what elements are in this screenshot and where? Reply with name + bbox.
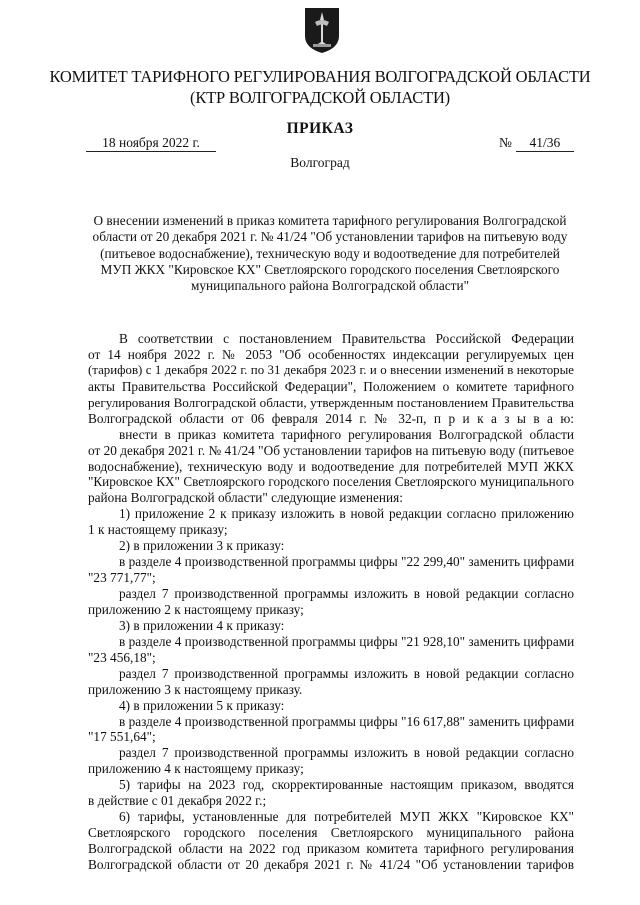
org-abbreviation: (КТР ВОЛГОГРАДСКОЙ ОБЛАСТИ) [190,88,450,107]
city: Волгоград [290,155,350,170]
number-sign: № [499,135,512,150]
order-number: 41/36 [516,135,574,152]
subject-line: О внесении изменений в приказ комитета тарифного регулирования Волгоградской [93,213,567,228]
order-number-block [499,135,574,152]
body-line: от 20 декабря 2021 г. № 41/24 "Об установлении тарифов на питьевую воду (питьевое [88,442,574,458]
body-line: Волгоградской области на 2022 год приказом комитета тарифного регулирования [88,841,574,856]
body-line: в разделе 4 производственной программы цифры "21 928,10" заменить цифрами [119,633,575,649]
body-line: 2) в приложении 3 к приказу: [119,538,285,554]
body-line: 3) в приложении 4 к приказу: [119,617,285,633]
body-line: от 14 ноября 2022 г. № 2053 "Об особенностях индексации регулируемых цен [88,346,574,362]
body-line: (тарифов) с 1 декабря 2022 г. по 31 декабря 2023 г. и о внесении изменений в некоторые [88,362,574,377]
subject-line: (питьевое водоснабжение), техническую воду и водоотведение для потребителей [100,245,560,261]
org-name: КОМИТЕТ ТАРИФНОГО РЕГУЛИРОВАНИЯ ВОЛГОГРАДСКОЙ ОБЛАСТИ [49,67,591,86]
body-line: приложению 3 к настоящему приказу. [88,681,303,697]
body-line: в разделе 4 производственной программы цифры "16 617,88" заменить цифрами [119,713,575,729]
order-date: 18 ноября 2022 г. [86,135,216,152]
body-line: в действие с 01 декабря 2022 г.; [88,793,267,809]
body-line: внести в приказ комитета тарифного регулирования Волгоградской области [119,426,574,442]
body-line: района Волгоградской области" следующие изменения: [88,490,403,506]
order-subject [84,213,576,294]
body-line: 6) тарифы, установленные для потребителей МУП ЖКХ "Кировское КХ" [119,809,574,825]
body-line: в разделе 4 производственной программы цифры "22 299,40" заменить цифрами [119,554,575,570]
body-line: 1) приложение 2 к приказу изложить в новой редакции согласно приложению [119,506,574,522]
coat-of-arms-icon [303,6,341,54]
body-line: 1 к настоящему приказу; [88,522,228,538]
body-line: "Кировское КХ" Светлоярского городского поселения Светлоярского муниципального [88,474,574,490]
body-line: Волгоградской области от 20 декабря 2021 г. № 41/24 "Об установлении тарифов [88,856,574,872]
body-line: приложению 2 к настоящему приказу; [88,601,304,617]
subject-line: области от 20 декабря 2021 г. № 41/24 "Об установлении тарифов на питьевую воду [92,229,568,245]
body-line: 5) тарифы на 2023 год, скорректированные настоящим приказом, вводятся [119,777,574,793]
subject-line: муниципального района Волгоградской области" [190,278,470,294]
body-line: водоснабжение), техническую воду и водоотведение для потребителей МУП ЖКХ [88,458,574,474]
document-type-title: ПРИКАЗ [286,120,354,137]
body-line: В соответствии с постановлением Правительства Российской Федерации [119,331,574,346]
body-line: приложению 4 к настоящему приказу; [88,761,304,777]
body-line: раздел 7 производственной программы изложить в новой редакции согласно [119,665,574,681]
order-body [88,331,574,873]
body-line: "17 551,64"; [88,729,156,745]
body-line: регулирования Волгоградской области, утвержденным постановлением Правительства [88,394,574,410]
body-line: "23 771,77"; [88,570,156,586]
subject-line: МУП ЖКХ "Кировское КХ" Светлоярского городского поселения Светлоярского [100,261,560,277]
body-line: 4) в приложении 5 к приказу: [119,697,285,713]
body-line: "23 456,18"; [88,649,156,665]
body-line: раздел 7 производственной программы изложить в новой редакции согласно [119,745,574,761]
body-line: раздел 7 производственной программы изложить в новой редакции согласно [119,586,574,601]
body-line: Светлоярского городского поселения Светлоярского муниципального района [88,825,574,841]
body-line: акты Правительства Российской Федерации", Положением о комитете тарифного [88,378,574,394]
body-line: Волгоградской области от 06 февраля 2014 г. № 32-п, п р и к а з ы в а ю: [88,410,574,426]
